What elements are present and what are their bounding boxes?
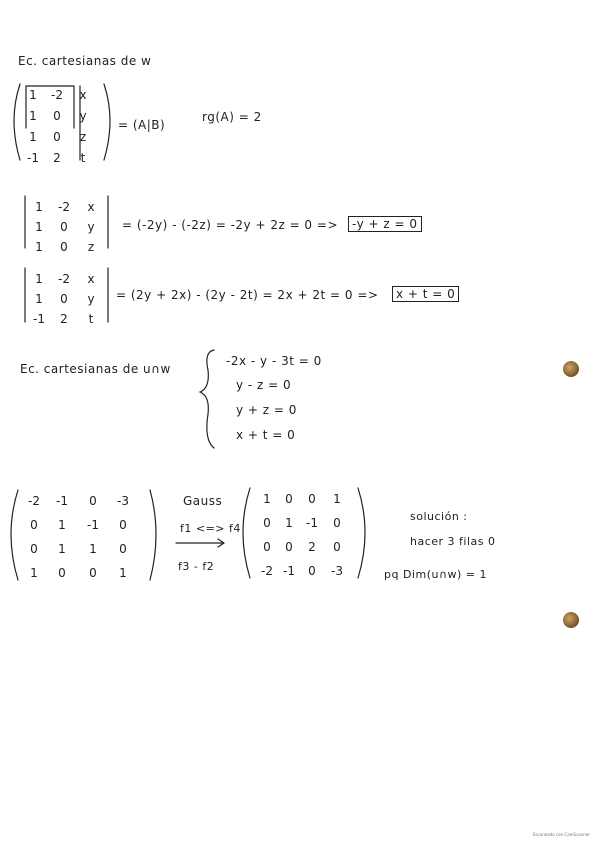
note-line1: hacer 3 filas 0 <box>410 535 496 548</box>
cell: 2 <box>308 540 316 554</box>
system-eq-4: x + t = 0 <box>236 428 296 442</box>
cell: 0 <box>285 540 293 554</box>
cell: z <box>87 240 95 254</box>
cell: -2 <box>51 88 63 102</box>
gauss-left-paren <box>11 490 18 580</box>
matrix1-right-paren <box>104 84 110 160</box>
scanner-watermark: Escaneado con CamScanner <box>533 832 590 837</box>
gauss-right-paren <box>243 488 250 578</box>
cell: 1 <box>89 542 97 556</box>
cell: y <box>87 220 95 234</box>
matrix1-submatrix-box <box>26 86 74 128</box>
cell: 0 <box>30 542 38 556</box>
cell: -2 <box>261 564 273 578</box>
cell: 0 <box>263 540 271 554</box>
cell: -3 <box>331 564 343 578</box>
cell: 1 <box>119 566 127 580</box>
cell: 0 <box>30 518 38 532</box>
cell: y <box>87 292 95 306</box>
det2-result-box: x + t = 0 <box>392 286 459 302</box>
cell: 1 <box>30 566 38 580</box>
cell: t <box>80 151 86 165</box>
cell: 1 <box>285 516 293 530</box>
cell: -1 <box>33 312 45 326</box>
cell: -1 <box>306 516 318 530</box>
cell: -1 <box>87 518 99 532</box>
cell: 0 <box>119 542 127 556</box>
binder-hole-icon <box>563 361 579 377</box>
section2-title: Ec. cartesianas de u∩w <box>20 362 171 376</box>
cell: y <box>79 109 87 123</box>
cell: 1 <box>35 200 43 214</box>
cell: 0 <box>58 566 66 580</box>
matrix1-left-paren <box>14 84 20 160</box>
cell: -2 <box>28 494 40 508</box>
cell: 0 <box>60 240 68 254</box>
cell: x <box>87 200 95 214</box>
cell: 1 <box>35 292 43 306</box>
cell: 0 <box>285 492 293 506</box>
system-eq-1: -2x - y - 3t = 0 <box>226 354 322 368</box>
rank-statement: rg(A) = 2 <box>202 110 262 124</box>
det1-result-box: -y + z = 0 <box>348 216 422 232</box>
cell: 0 <box>89 566 97 580</box>
cell: 1 <box>35 220 43 234</box>
cell: 1 <box>29 109 37 123</box>
note-title: solución : <box>410 510 468 523</box>
augmented-label: = (A|B) <box>118 118 166 132</box>
gauss-arrow <box>176 539 224 547</box>
cell: 0 <box>60 220 68 234</box>
cell: 1 <box>35 240 43 254</box>
cell: 0 <box>53 109 61 123</box>
cell: 1 <box>29 130 37 144</box>
gauss-right-close-paren <box>358 488 365 578</box>
cell: 0 <box>333 516 341 530</box>
cell: -3 <box>117 494 129 508</box>
system-eq-2: y - z = 0 <box>236 378 292 392</box>
cell: -2 <box>58 200 70 214</box>
cell: 1 <box>333 492 341 506</box>
binder-hole-icon <box>563 612 579 628</box>
cell: 0 <box>333 540 341 554</box>
gauss-op2: f3 - f2 <box>178 560 215 573</box>
cell: 1 <box>58 518 66 532</box>
cell: -1 <box>27 151 39 165</box>
cell: 0 <box>308 492 316 506</box>
system-brace <box>200 350 214 448</box>
det1-expression: = (-2y) - (-2z) = -2y + 2z = 0 => <box>122 218 338 232</box>
cell: 0 <box>60 292 68 306</box>
cell: 0 <box>263 516 271 530</box>
cell: 2 <box>53 151 61 165</box>
section1-title: Ec. cartesianas de w <box>18 54 152 68</box>
system-eq-3: y + z = 0 <box>236 403 297 417</box>
cell: 1 <box>35 272 43 286</box>
cell: z <box>79 130 87 144</box>
cell: 0 <box>89 494 97 508</box>
cell: 1 <box>29 88 37 102</box>
cell: -1 <box>283 564 295 578</box>
det2-expression: = (2y + 2x) - (2y - 2t) = 2x + 2t = 0 => <box>116 288 379 302</box>
cell: x <box>79 88 87 102</box>
cell: 0 <box>119 518 127 532</box>
gauss-op1: f1 <=> f4 <box>180 522 241 535</box>
cell: t <box>88 312 94 326</box>
note-line2: pq Dim(u∩w) = 1 <box>384 568 488 581</box>
cell: -2 <box>58 272 70 286</box>
cell: -1 <box>56 494 68 508</box>
gauss-label: Gauss <box>183 494 223 508</box>
gauss-left-close-paren <box>150 490 156 580</box>
cell: 0 <box>53 130 61 144</box>
cell: 0 <box>308 564 316 578</box>
cell: 1 <box>263 492 271 506</box>
cell: x <box>87 272 95 286</box>
cell: 2 <box>60 312 68 326</box>
cell: 1 <box>58 542 66 556</box>
